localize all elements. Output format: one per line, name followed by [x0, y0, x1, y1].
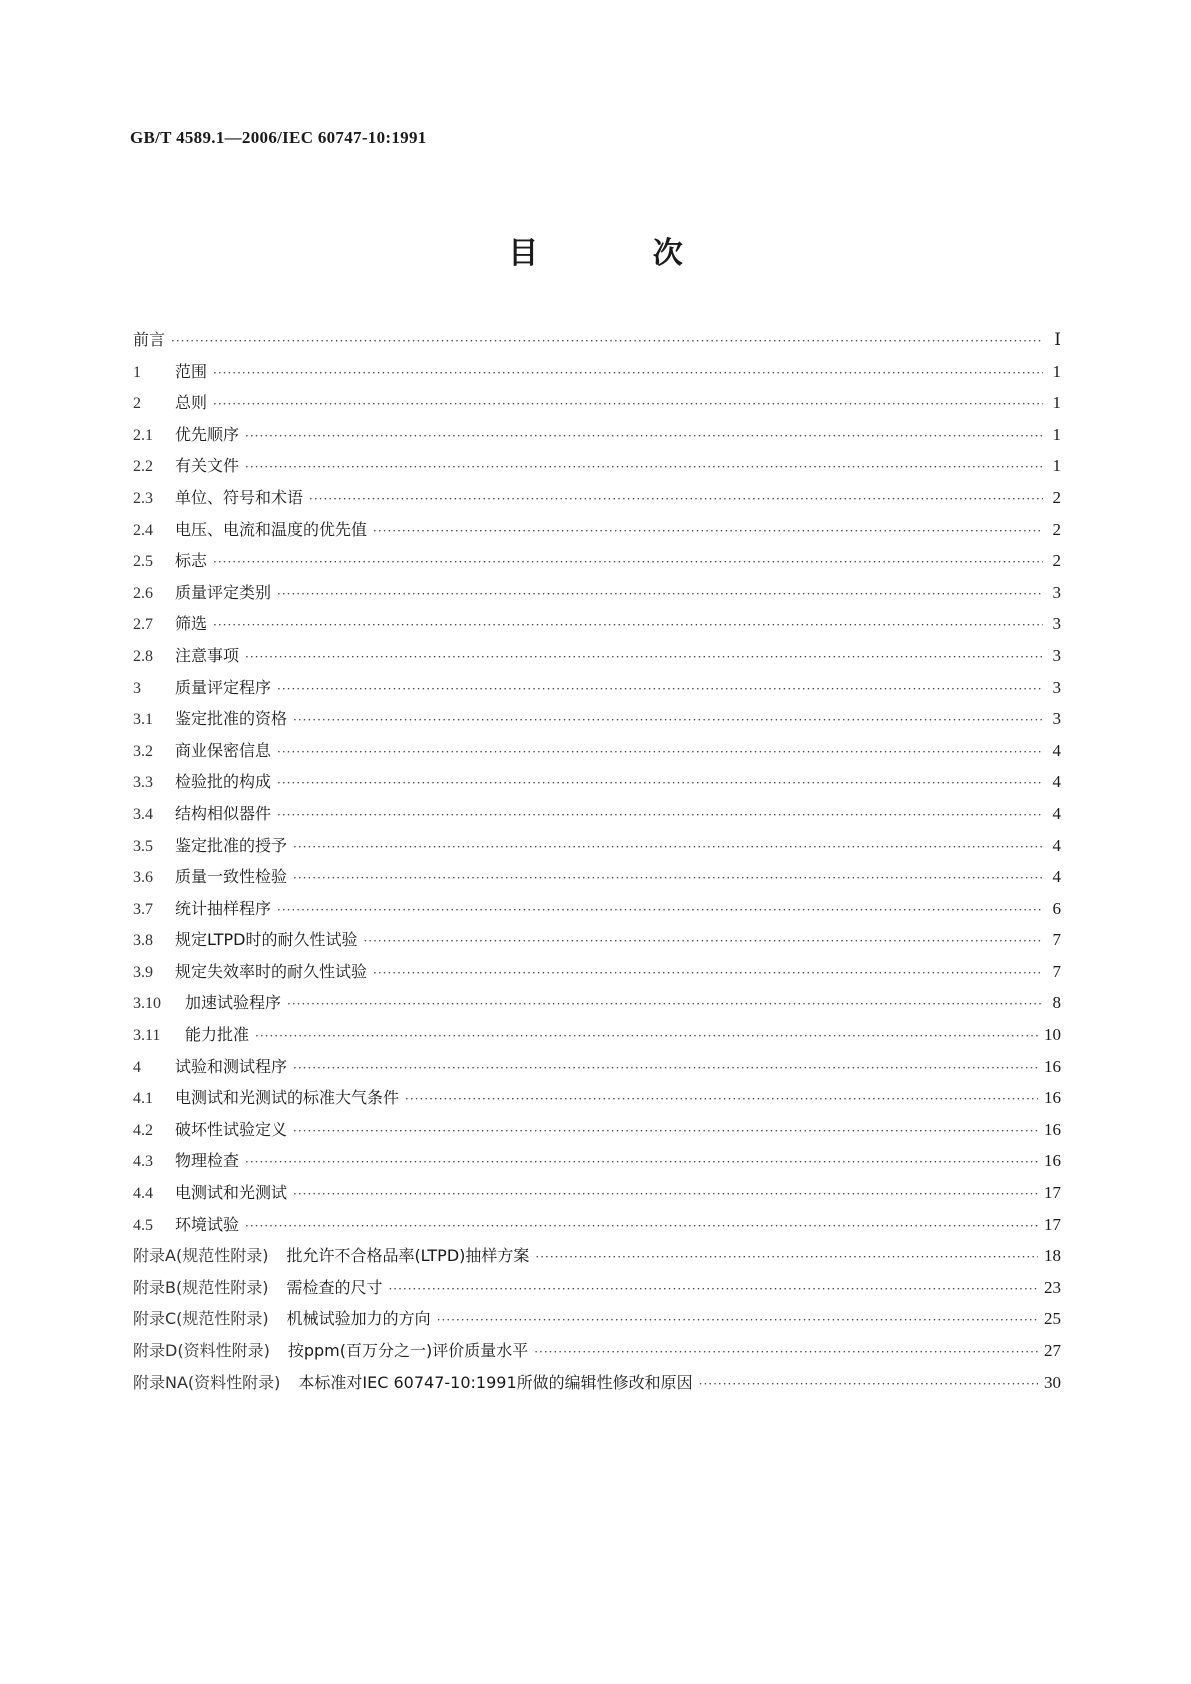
- toc-entry-page: 3: [1052, 582, 1061, 602]
- toc-entry-page: Ⅰ: [1054, 330, 1061, 349]
- toc-entry-page: 1: [1052, 361, 1061, 381]
- toc-entry-page: 18: [1044, 1246, 1061, 1266]
- toc-entry-page: 2: [1052, 551, 1061, 571]
- table-of-contents: [133, 327, 1061, 1401]
- toc-entry-number: 4.5: [133, 1216, 153, 1234]
- toc-entry-page: 4: [1052, 867, 1061, 887]
- toc-entry-number: 附录NA(资料性附录): [133, 1372, 281, 1392]
- toc-entry-label: 单位、符号和术语: [175, 487, 304, 507]
- toc-entry-label: 按ppm(百万分之一)评价质量水平: [287, 1341, 529, 1360]
- toc-entry-number: 1: [133, 363, 141, 381]
- toc-entry-label: 质量评定程序: [175, 677, 272, 697]
- toc-leader-dots: [171, 334, 1043, 348]
- toc-entry-page: 10: [1044, 1025, 1061, 1045]
- toc-entry-label: 机械试验加力的方向: [286, 1309, 431, 1329]
- toc-entry-page: 16: [1044, 1119, 1061, 1139]
- toc-leader-dots: [373, 524, 1043, 538]
- toc-leader-dots: [388, 1282, 1038, 1296]
- toc-leader-dots: [277, 808, 1043, 822]
- toc-entry-label: 电测试和光测试: [175, 1183, 288, 1203]
- toc-entry-number: 3.3: [133, 774, 153, 792]
- toc-leader-dots: [245, 460, 1043, 474]
- toc-entry-page: 4: [1052, 772, 1061, 792]
- toc-leader-dots: [277, 745, 1043, 759]
- toc-entry-page: 1: [1052, 456, 1061, 476]
- toc-entry-number: 4.4: [133, 1185, 153, 1203]
- toc-leader-dots: [373, 966, 1043, 980]
- toc-entry-label: 规定LTPD时的耐久性试验: [175, 930, 358, 950]
- toc-entry-page: 1: [1052, 424, 1061, 444]
- toc-entry[interactable]: [133, 1054, 1061, 1086]
- toc-entry-number: 2.2: [133, 458, 153, 476]
- toc-entry-number: 4.3: [133, 1153, 153, 1171]
- toc-entry-page: 25: [1044, 1309, 1061, 1329]
- toc-entry[interactable]: [133, 611, 1061, 643]
- toc-entry-number: 3.9: [133, 963, 153, 981]
- toc-entry-number: 4.2: [133, 1121, 153, 1139]
- toc-entry-page: 4: [1052, 803, 1061, 823]
- toc-leader-dots: [437, 1313, 1038, 1327]
- toc-entry-page: 30: [1044, 1372, 1061, 1392]
- toc-entry-number: 附录A(规范性附录): [133, 1246, 269, 1266]
- toc-entry-label: 检验批的构成: [175, 772, 272, 792]
- toc-entry-label: 鉴定批准的授予: [175, 835, 288, 855]
- toc-leader-dots: [293, 840, 1043, 854]
- toc-leader-dots: [245, 1219, 1038, 1233]
- toc-entry-page: 6: [1052, 898, 1061, 918]
- toc-entry-number: 附录D(资料性附录): [133, 1341, 270, 1360]
- toc-entry[interactable]: [133, 990, 1061, 1022]
- toc-entry[interactable]: [133, 327, 1061, 359]
- toc-entry-number: 2.8: [133, 647, 153, 665]
- toc-entry[interactable]: [133, 1022, 1061, 1054]
- toc-entry[interactable]: [133, 1338, 1061, 1370]
- toc-entry[interactable]: [133, 896, 1061, 928]
- toc-entry-label: 前言: [133, 330, 166, 349]
- toc-entry-label: 质量一致性检验: [175, 867, 288, 887]
- toc-entry-page: 23: [1044, 1277, 1061, 1297]
- toc-entry-label: 能力批准: [185, 1025, 250, 1045]
- toc-entry[interactable]: [133, 453, 1061, 485]
- toc-entry[interactable]: [133, 1117, 1061, 1149]
- toc-leader-dots: [245, 1155, 1038, 1169]
- toc-entry[interactable]: [133, 833, 1061, 865]
- toc-entry-label: 标志: [175, 551, 208, 571]
- toc-entry-page: 16: [1044, 1088, 1061, 1108]
- toc-entry-page: 3: [1052, 645, 1061, 665]
- toc-entry-page: 17: [1044, 1183, 1061, 1203]
- toc-entry-number: 3.4: [133, 805, 153, 823]
- toc-title: 目 次: [508, 236, 735, 271]
- toc-entry-page: 2: [1052, 487, 1061, 507]
- toc-entry-number: 3.8: [133, 932, 153, 950]
- toc-entry-label: 本标准对IEC 60747-10:1991所做的编辑性修改和原因: [298, 1372, 693, 1392]
- toc-entry-number: 附录B(规范性附录): [133, 1277, 269, 1297]
- toc-entry-number: 3.7: [133, 900, 153, 918]
- toc-entry-page: 3: [1052, 709, 1061, 729]
- toc-leader-dots: [255, 1029, 1038, 1043]
- toc-entry-page: 2: [1052, 519, 1061, 539]
- toc-entry-page: 16: [1044, 1151, 1061, 1171]
- toc-leader-dots: [277, 776, 1043, 790]
- toc-leader-dots: [277, 587, 1043, 601]
- toc-leader-dots: [213, 618, 1043, 632]
- toc-entry-label: 电测试和光测试的标准大气条件: [175, 1088, 400, 1108]
- toc-entry[interactable]: [133, 1212, 1061, 1244]
- toc-leader-dots: [213, 397, 1043, 411]
- toc-entry-page: 16: [1044, 1056, 1061, 1076]
- toc-entry-label: 结构相似器件: [175, 803, 272, 823]
- toc-entry-label: 商业保密信息: [175, 740, 272, 760]
- toc-entry-label: 试验和测试程序: [175, 1056, 288, 1076]
- toc-entry-label: 优先顺序: [175, 424, 240, 444]
- toc-entry-number: 3.6: [133, 869, 153, 887]
- toc-entry-label: 总则: [175, 393, 208, 413]
- toc-leader-dots: [309, 492, 1043, 506]
- toc-leader-dots: [277, 682, 1043, 696]
- toc-entry-label: 加速试验程序: [185, 993, 282, 1013]
- toc-leader-dots: [699, 1377, 1038, 1391]
- toc-entry-page: 27: [1044, 1341, 1061, 1360]
- toc-entry-label: 需检查的尺寸: [286, 1277, 383, 1297]
- toc-entry-label: 有关文件: [175, 456, 240, 476]
- toc-entry[interactable]: [133, 769, 1061, 801]
- toc-leader-dots: [293, 713, 1043, 727]
- toc-entry-page: 3: [1052, 614, 1061, 634]
- toc-entry[interactable]: [133, 1243, 1061, 1275]
- toc-entry[interactable]: [133, 801, 1061, 833]
- toc-leader-dots: [245, 650, 1043, 664]
- toc-leader-dots: [245, 429, 1043, 443]
- toc-entry-number: 2.1: [133, 426, 153, 444]
- standard-code: GB/T 4589.1—2006/IEC 60747-10:1991: [130, 128, 427, 147]
- toc-entry-number: 3.11: [133, 1027, 161, 1045]
- toc-leader-dots: [277, 903, 1043, 917]
- toc-entry-number: 2.4: [133, 521, 153, 539]
- toc-entry-number: 3: [133, 679, 141, 697]
- toc-leader-dots: [363, 934, 1043, 948]
- toc-entry-page: 7: [1052, 930, 1061, 950]
- toc-entry-label: 物理检查: [175, 1151, 240, 1171]
- toc-entry[interactable]: [133, 548, 1061, 580]
- toc-leader-dots: [293, 1124, 1038, 1138]
- toc-entry[interactable]: [133, 927, 1061, 959]
- toc-entry-number: 3.5: [133, 837, 153, 855]
- toc-entry-label: 质量评定类别: [175, 582, 272, 602]
- toc-entry[interactable]: [133, 580, 1061, 612]
- toc-leader-dots: [534, 1345, 1038, 1359]
- toc-entry-number: 3.1: [133, 711, 153, 729]
- toc-leader-dots: [293, 1061, 1038, 1075]
- toc-entry-page: 1: [1052, 393, 1061, 413]
- toc-entry[interactable]: [133, 390, 1061, 422]
- toc-entry-page: 4: [1052, 835, 1061, 855]
- toc-entry[interactable]: [133, 643, 1061, 675]
- toc-entry[interactable]: [133, 422, 1061, 454]
- toc-entry-label: 注意事项: [175, 645, 240, 665]
- toc-entry[interactable]: [133, 485, 1061, 517]
- toc-entry-label: 规定失效率时的耐久性试验: [175, 961, 368, 981]
- toc-entry-number: 4: [133, 1058, 141, 1076]
- toc-entry[interactable]: [133, 738, 1061, 770]
- toc-entry-number: 2.5: [133, 553, 153, 571]
- toc-leader-dots: [213, 366, 1043, 380]
- toc-entry[interactable]: [133, 1148, 1061, 1180]
- toc-entry-label: 筛选: [175, 614, 208, 634]
- toc-entry-number: 2.7: [133, 616, 153, 634]
- toc-entry-label: 范围: [175, 361, 208, 381]
- toc-entry-number: 3.10: [133, 995, 161, 1013]
- toc-entry-number: 4.1: [133, 1090, 153, 1108]
- toc-entry-label: 统计抽样程序: [175, 898, 272, 918]
- toc-entry-number: 2.6: [133, 584, 153, 602]
- toc-entry[interactable]: [133, 706, 1061, 738]
- toc-entry-page: 7: [1052, 961, 1061, 981]
- toc-entry[interactable]: [133, 1306, 1061, 1338]
- toc-leader-dots: [213, 555, 1043, 569]
- toc-entry-number: 2.3: [133, 489, 153, 507]
- toc-leader-dots: [535, 1250, 1038, 1264]
- toc-entry-page: 4: [1052, 740, 1061, 760]
- toc-entry-label: 破坏性试验定义: [175, 1119, 288, 1139]
- toc-entry[interactable]: [133, 1085, 1061, 1117]
- toc-entry-number: 附录C(规范性附录): [133, 1309, 269, 1329]
- toc-leader-dots: [293, 1187, 1038, 1201]
- toc-entry[interactable]: [133, 517, 1061, 549]
- toc-entry[interactable]: [133, 359, 1061, 391]
- toc-entry[interactable]: [133, 1370, 1061, 1402]
- toc-leader-dots: [405, 1092, 1038, 1106]
- toc-entry-label: 环境试验: [175, 1214, 240, 1234]
- toc-entry-number: 2: [133, 395, 141, 413]
- toc-entry-page: 17: [1044, 1214, 1061, 1234]
- toc-entry[interactable]: [133, 1180, 1061, 1212]
- toc-entry[interactable]: [133, 959, 1061, 991]
- toc-leader-dots: [293, 871, 1043, 885]
- toc-entry-page: 3: [1052, 677, 1061, 697]
- toc-entry-page: 8: [1052, 993, 1061, 1013]
- toc-entry[interactable]: [133, 675, 1061, 707]
- toc-entry-label: 批允许不合格品率(LTPD)抽样方案: [286, 1246, 530, 1266]
- toc-entry-number: 3.2: [133, 742, 153, 760]
- toc-entry[interactable]: [133, 1275, 1061, 1307]
- toc-entry-label: 鉴定批准的资格: [175, 709, 288, 729]
- toc-leader-dots: [287, 997, 1043, 1011]
- toc-entry[interactable]: [133, 864, 1061, 896]
- toc-entry-label: 电压、电流和温度的优先值: [175, 519, 368, 539]
